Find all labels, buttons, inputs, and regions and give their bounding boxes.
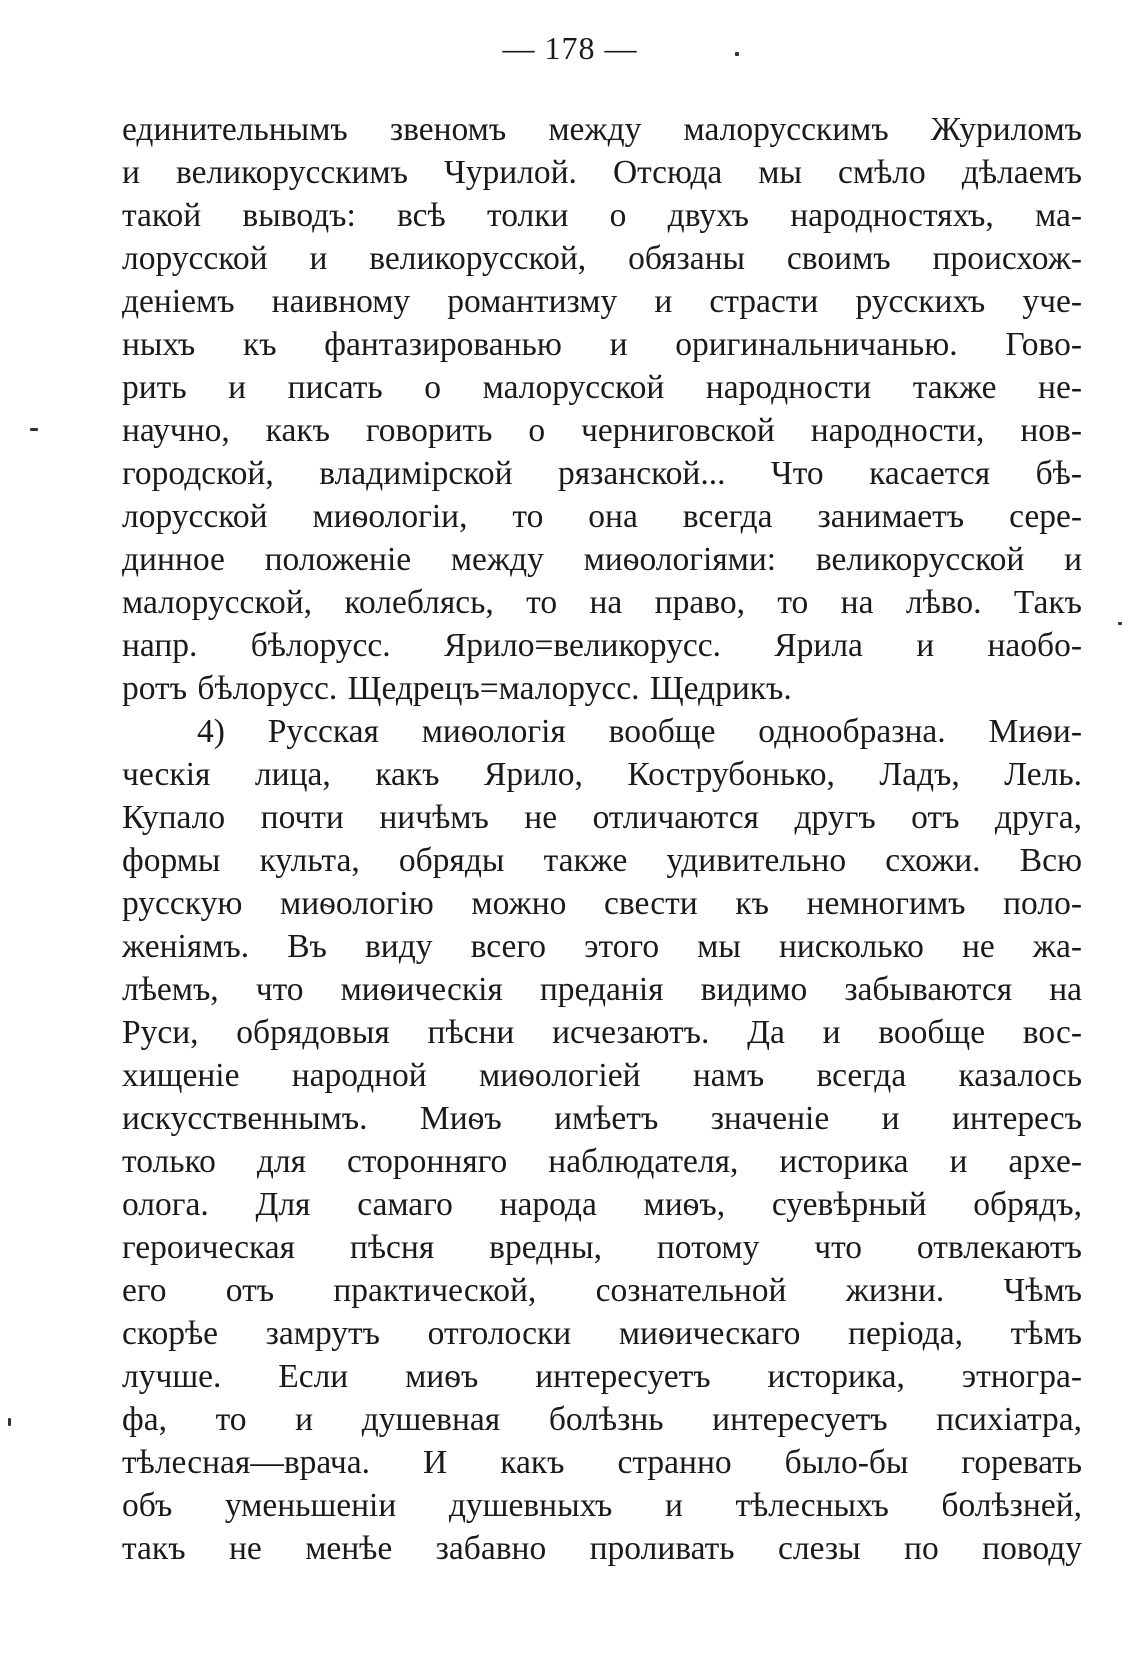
body-text (122, 108, 1082, 1570)
text-line: русскую миѳологію можно свести къ немногимъ поло- (122, 885, 1082, 922)
text-line: героическая пѣсня вредны, потому что отвлекаютъ (122, 1229, 1082, 1266)
text-line: лучше. Если миѳъ интересуетъ историка, этногра- (122, 1358, 1082, 1395)
text-line: хищеніе народной миѳологіей намъ всегда казалось (122, 1057, 1082, 1094)
text-line: ческія лица, какъ Ярило, Кострубонько, Ладъ, Лель. (122, 756, 1082, 793)
text-line: женіямъ. Въ виду всего этого мы нисколько не жа- (122, 928, 1082, 965)
text-line: и великорусскимъ Чурилой. Отсюда мы смѣло дѣлаемъ (122, 154, 1082, 191)
text-line: тѣлесная—врача. И какъ странно было-бы горевать (122, 1444, 1082, 1481)
text-line: фа, то и душевная болѣзнь интересуетъ психіатра, (122, 1401, 1082, 1438)
text-line: объ уменьшеніи душевныхъ и тѣлесныхъ болѣзней, (122, 1487, 1082, 1524)
text-line: малорусской, колеблясь, то на право, то на лѣво. Такъ (122, 584, 1082, 621)
text-line: искусственнымъ. Миѳъ имѣетъ значеніе и интересъ (122, 1100, 1082, 1137)
text-line: Купало почти ничѣмъ не отличаются другъ отъ друга, (122, 799, 1082, 836)
text-line: 4) Русская миѳологія вообще однообразна. Миѳи- (197, 713, 1082, 750)
text-line: лѣемъ, что миѳическія преданія видимо забываются на (122, 971, 1082, 1008)
text-line: деніемъ наивному романтизму и страсти русскихъ уче- (122, 283, 1082, 320)
text-line: лорусской и великорусской, обязаны своимъ происхож- (122, 240, 1082, 277)
text-line: олога. Для самаго народа миѳъ, суевѣрный обрядъ, (122, 1186, 1082, 1223)
text-line: рить и писать о малорусской народности также не- (122, 369, 1082, 406)
text-line: только для сторонняго наблюдателя, историка и архе- (122, 1143, 1082, 1180)
text-line: городской, владимірской рязанской... Что касается бѣ- (122, 455, 1082, 492)
scan-speck (8, 1418, 11, 1426)
text-line: такъ не менѣе забавно проливать слезы по поводу (122, 1530, 1082, 1567)
scan-speck (1118, 622, 1122, 625)
page-number: — 178 — (502, 30, 638, 66)
text-line: единительнымъ звеномъ между малорусскимъ Журиломъ (122, 111, 1082, 148)
text-line: формы культа, обряды также удивительно схожи. Всю (122, 842, 1082, 879)
text-line: научно, какъ говорить о черниговской народности, нов- (122, 412, 1082, 449)
text-line: ротъ бѣлорусс. Щедрецъ=малорусс. Щедрикъ. (122, 670, 792, 707)
text-line: скорѣе замрутъ отголоски миѳическаго періода, тѣмъ (122, 1315, 1082, 1352)
text-line: Руси, обрядовыя пѣсни исчезаютъ. Да и вообще вос- (122, 1014, 1082, 1051)
text-line: динное положеніе между миѳологіями: великорусской и (122, 541, 1082, 578)
text-line: напр. бѣлорусс. Ярило=великорусс. Ярила и наобо- (122, 627, 1082, 664)
scan-speck (735, 52, 739, 56)
text-line: лорусской миѳологіи, то она всегда занимаетъ сере- (122, 498, 1082, 535)
scan-speck (30, 428, 38, 431)
text-line: его отъ практической, сознательной жизни. Чѣмъ (122, 1272, 1082, 1309)
text-line: такой выводъ: всѣ толки о двухъ народностяхъ, ма- (122, 197, 1082, 234)
text-line: ныхъ къ фантазированью и оригинальничанью. Гово- (122, 326, 1082, 363)
